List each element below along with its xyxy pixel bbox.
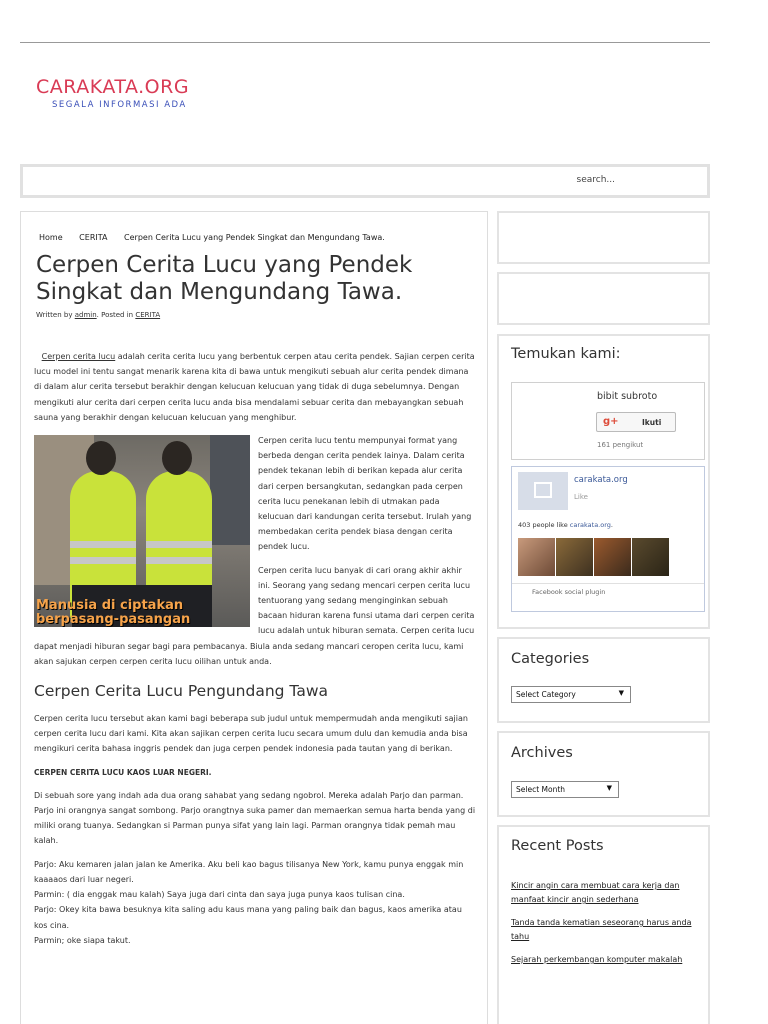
breadcrumb (39, 233, 399, 242)
gplus-followers: 161 pengikut (597, 441, 644, 449)
paragraph-2: Cerpen cerita lucu tentu mempunyai format yang berbeda dengan cerita pendek lainya. Dalam cerita pendek tekanan lebih di berikan kepada alur cerita dari cerpen bersangkutan, sedangkan pada cerpen cerita lucu penekanan lebih di utmakan pada kelucuan dari kandungan cerita tersebut. Irulah yang membedakan cerita pendek biasa dengan cerita pendek lucu. (258, 436, 472, 552)
fb-fan-avatar[interactable] (556, 538, 593, 576)
post-meta (36, 311, 160, 319)
fb-like-count-text: 403 people like (518, 521, 568, 529)
gplus-name[interactable]: bibit subroto (597, 391, 658, 402)
fb-page-avatar (518, 472, 568, 510)
categories-select-value: Select Category (516, 690, 576, 699)
breadcrumb-category[interactable]: CERITA (79, 233, 108, 242)
gplus-follow-button[interactable] (596, 412, 676, 432)
categories-title: Categories (511, 651, 590, 667)
follow-widget (497, 334, 710, 629)
header-divider (20, 42, 710, 43)
main-content (20, 211, 488, 1024)
flag-icon (534, 482, 552, 498)
intro-paragraph (34, 349, 476, 425)
paragraph-5: Di sebuah sore yang indah ada dua orang sahabat yang sedang ngobrol. Mereka adalah Parjo dan parman. Parjo ini orangnya sangat sombong. Parjo orangtnya suka pamer dan memaerkan semua harta benda yang di miliki orang tuanya. Sedangkan si Parman punya sifat yang lain lagi. Parman orangnya tidak pemah mau kalah. (34, 790, 476, 846)
logo-title: CARAKATA.ORG (36, 76, 190, 98)
fb-page-name[interactable]: carakata.org (574, 475, 628, 485)
facebook-like-box (511, 466, 705, 612)
sidebar-widget-empty (497, 211, 710, 264)
fb-fan-avatar[interactable] (594, 538, 631, 576)
recent-post-link[interactable]: Tanda tanda kematian seseorang harus anda tahu (511, 918, 692, 941)
fb-like-button[interactable]: Like (574, 493, 588, 501)
meta-written-label: Written by (36, 311, 73, 319)
google-plus-badge (511, 382, 705, 460)
post-subheading: Cerpen Cerita Lucu Pengundang Tawa (34, 682, 329, 701)
image-background-car (210, 435, 250, 545)
dialog (34, 857, 476, 948)
story-heading: CERPEN CERITA LUCU KAOS LUAR NEGERI. (34, 767, 212, 777)
recent-posts-widget (497, 825, 710, 1024)
search-input[interactable]: search... (576, 175, 615, 185)
image-caption: Manusia di ciptakan berpasang-pasangan (36, 598, 191, 628)
dialog-line: Parjo: Okey kita bawa besuknya kita saling adu kaus mana yang paling baik dan bagus, kaos amerika atau kos cina. (34, 905, 462, 930)
recent-posts-title: Recent Posts (511, 838, 604, 854)
category-link[interactable]: CERITA (135, 311, 161, 319)
intro-text: adalah cerita cerita lucu yang berbentuk cerpen atau cerita pendek. Sajian cerpen cerita lucu model ini tentu sangat menarik karena kita di bawa untuk mengikuti sebuah alur cerita pendek dimana di dalam alur cerita tersebut berakhir dengan kelucuan kelucuan yang tidak di duga sebelumnya. Dengan mengikuti alur cerita dari cerpen cerita lucu anda bisa mendalami sebuar cerita dan mebayangkan sebuah sauna yang berakhir dengan kelucuan kelucuan yang menghibur. (34, 352, 475, 422)
breadcrumb-home[interactable]: Home (39, 233, 63, 242)
site-logo[interactable] (36, 76, 189, 110)
breadcrumb-current: Cerpen Cerita Lucu yang Pendek Singkat dan Mengundang Tawa. (124, 233, 385, 242)
fb-like-count-link[interactable]: carakata.org (569, 521, 611, 529)
gplus-icon: g+ (603, 416, 619, 427)
post-title: Cerpen Cerita Lucu yang Pendek Singkat dan Mengundang Tawa. (36, 252, 413, 305)
dialog-line: Parmin: ( dia enggak mau kalah) Saya juga dari cinta dan saya juga punya kaos tulisan cina. (34, 890, 405, 900)
intro-link[interactable]: Cerpen cerita lucu (41, 352, 116, 361)
recent-posts-list (511, 879, 701, 976)
logo-tagline: SEGALA INFORMASI ADA (52, 100, 187, 110)
archives-title: Archives (511, 745, 573, 761)
fb-like-count: 403 people like carakata.org. (518, 521, 613, 529)
search-bar[interactable] (20, 164, 710, 198)
paragraph-4: Cerpen cerita lucu tersebut akan kami bagi beberapa sub judul untuk mempermudah anda mengikuti sajian cerpen cerita lucu dari kami. Kita akan sajikan cerpen cerita lucu secara umum dulu dan kemudia anda bisa mengikuri cerita bahasa inggris pendek dan juga cerpen pendek indonesia pada tautan yang di berikan. (34, 714, 468, 754)
dialog-line: Parjo: Aku kemaren jalan jalan ke Amerika. Aku beli kao bagus tilisanya New York, kamu punya enggak min kaaaaos dari luar negeri. (34, 859, 464, 884)
categories-widget (497, 637, 710, 723)
categories-select[interactable] (511, 686, 631, 703)
dialog-line: Parmin; oke siapa takut. (34, 935, 131, 945)
post-body (34, 349, 476, 948)
archives-widget (497, 731, 710, 817)
gplus-follow-label: Ikuti (642, 418, 662, 427)
fb-divider (512, 583, 704, 584)
fb-plugin-label[interactable]: Facebook social plugin (532, 588, 606, 596)
sidebar-widget-empty (497, 272, 710, 325)
fb-fan-avatar[interactable] (632, 538, 669, 576)
fb-fan-avatar[interactable] (518, 538, 555, 576)
dropdown-arrow-icon: ▼ (618, 689, 624, 697)
meta-posted-label: . Posted in (96, 311, 134, 319)
archives-select-value: Select Month (516, 785, 566, 794)
recent-post-link[interactable]: Sejarah perkembangan komputer makalah (511, 955, 683, 964)
recent-post-link[interactable]: Kincir angin cara membuat cara kerja dan manfaat kincir angin sederhana (511, 881, 680, 904)
paragraph-3: Cerpen cerita lucu banyak di cari orang akhir akhir ini. Seorang yang sedang mencari cerpen cerita lucu tentuorang yang sedang menginginkan sebuah bacaan hiduran karena funsi utama dari cerpen cerita lucu adalah untuk hiburan semata. Cerpen cerita lucu dapat menjadi hiburan segar bagi para pembacanya. Biula anda sedang mancari ceropen cerita lucu, kami akan sajukan cerpen cerpen cerita lucu oilihan untuk anda. (34, 565, 475, 666)
post-image (34, 435, 250, 627)
archives-select[interactable] (511, 781, 619, 798)
officer-head (162, 441, 192, 475)
officer-head (86, 441, 116, 475)
follow-widget-title: Temukan kami: (511, 346, 621, 362)
author-link[interactable]: admin (74, 311, 97, 319)
dropdown-arrow-icon: ▼ (606, 784, 612, 792)
